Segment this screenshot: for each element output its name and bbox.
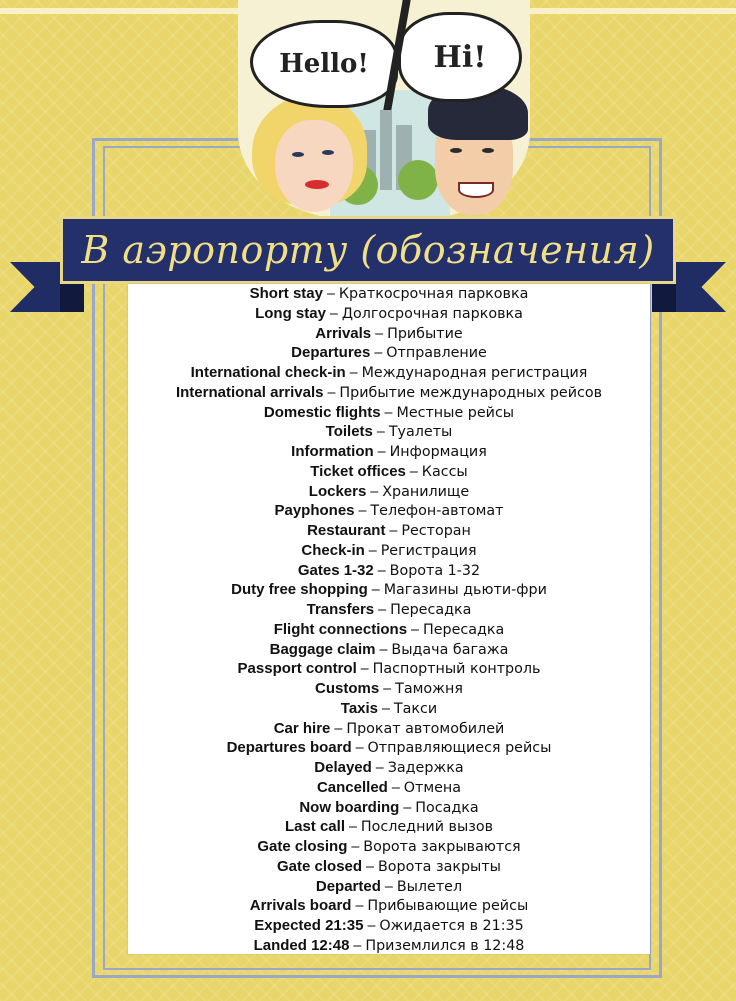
term-english: Long stay xyxy=(255,304,326,322)
page-title: В аэропорту (обозначения) xyxy=(81,228,655,272)
term-russian: Краткосрочная парковка xyxy=(338,286,529,302)
term-english: Customs xyxy=(315,680,380,697)
man-mouth xyxy=(458,182,494,198)
term-separator: – xyxy=(366,483,383,500)
term-russian: Посадка xyxy=(415,799,479,816)
term-english: Departures board xyxy=(226,739,352,757)
term-english: Delayed xyxy=(314,759,372,776)
vocabulary-row xyxy=(128,324,650,344)
vocabulary-row xyxy=(128,482,650,502)
term-english: Information xyxy=(291,443,374,460)
vocabulary-row xyxy=(128,541,650,561)
term-russian: Ресторан xyxy=(401,523,471,539)
vocabulary-row xyxy=(128,403,650,423)
term-russian: Паспортный контроль xyxy=(372,661,541,678)
term-russian: Ворота закрыты xyxy=(377,858,501,875)
ribbon-fold-left xyxy=(60,284,84,312)
term-english: Last call xyxy=(284,818,345,836)
vocabulary-row xyxy=(128,383,650,403)
term-russian: Местные рейсы xyxy=(396,404,515,421)
speech-bubble-hi xyxy=(398,12,522,102)
vocabulary-row xyxy=(128,778,650,798)
term-separator: – xyxy=(373,444,390,460)
woman-eye xyxy=(292,152,304,157)
term-english: Arrivals board xyxy=(249,897,352,915)
term-english: International check-in xyxy=(190,364,346,381)
term-russian: Хранилище xyxy=(382,483,470,500)
vocabulary-row xyxy=(128,877,650,897)
vocabulary-row xyxy=(128,719,650,739)
vocabulary-row xyxy=(128,422,650,442)
term-separator: – xyxy=(351,898,368,915)
term-english: Gates 1-32 xyxy=(297,561,374,579)
vocabulary-row xyxy=(128,304,650,324)
term-separator: – xyxy=(367,582,384,599)
term-russian: Пересадка xyxy=(390,602,472,618)
vocabulary-row xyxy=(128,817,650,837)
term-english: Cancelled xyxy=(316,778,388,796)
term-separator: – xyxy=(364,542,381,559)
term-english: Transfers xyxy=(306,601,375,618)
term-russian: Прокат автомобилей xyxy=(346,720,505,737)
vocabulary-row xyxy=(128,659,650,679)
term-english: Arrivals xyxy=(315,324,372,342)
term-separator: – xyxy=(407,621,423,638)
vocabulary-row xyxy=(128,501,650,521)
term-separator: – xyxy=(405,463,422,480)
term-separator: – xyxy=(378,700,394,717)
tree xyxy=(398,160,438,200)
term-english: Restaurant xyxy=(307,522,386,539)
term-russian: Отправление xyxy=(386,345,487,362)
term-russian: Прибывающие рейсы xyxy=(367,898,529,915)
term-russian: Долгосрочная парковка xyxy=(341,305,523,322)
term-separator: – xyxy=(325,305,342,322)
term-russian: Ожидается в 21:35 xyxy=(379,918,524,934)
term-separator: – xyxy=(399,799,416,816)
term-russian: Последний вызов xyxy=(360,819,494,836)
ribbon-fold-right xyxy=(652,284,676,312)
term-separator: – xyxy=(362,858,378,875)
term-separator: – xyxy=(372,424,389,441)
term-separator: – xyxy=(375,641,392,658)
vocabulary-row xyxy=(128,561,650,581)
term-english: Gate closing xyxy=(257,838,348,855)
term-english: Baggage claim xyxy=(269,640,376,658)
term-english: Payphones xyxy=(274,502,355,520)
vocabulary-row xyxy=(128,600,650,620)
term-english: Car hire xyxy=(273,719,331,737)
term-english: Check-in xyxy=(301,541,365,559)
term-separator: – xyxy=(323,384,340,401)
building xyxy=(380,110,392,190)
term-russian: Приземлился в 12:48 xyxy=(365,937,525,954)
term-russian: Отправляющиеся рейсы xyxy=(367,740,552,757)
term-english: Departures xyxy=(291,344,371,362)
term-russian: Прибытие xyxy=(387,325,463,342)
term-english: Expected 21:35 xyxy=(254,917,364,934)
term-english: Lockers xyxy=(308,482,367,500)
term-separator: – xyxy=(385,523,402,539)
term-english: Duty free shopping xyxy=(231,581,368,599)
vocabulary-row xyxy=(128,462,650,482)
vocabulary-row xyxy=(128,620,650,640)
vocabulary-row xyxy=(128,798,650,818)
term-separator: – xyxy=(379,681,396,697)
vocabulary-row xyxy=(128,896,650,916)
term-separator: – xyxy=(370,345,387,362)
speech-text-hello: Hello! xyxy=(279,49,369,79)
vocabulary-row xyxy=(128,580,650,600)
term-russian: Ворота закрываются xyxy=(363,839,521,855)
woman-eye xyxy=(322,150,334,155)
vocabulary-row xyxy=(128,738,650,758)
term-english: Departed xyxy=(315,877,381,895)
title-banner xyxy=(60,216,676,284)
term-english: Taxis xyxy=(340,699,379,717)
woman-face xyxy=(275,120,353,212)
term-english: Flight connections xyxy=(273,620,408,638)
term-russian: Регистрация xyxy=(380,542,477,559)
term-russian: Такси xyxy=(393,700,438,717)
term-separator: – xyxy=(351,740,368,757)
vocabulary-row xyxy=(128,936,650,956)
term-russian: Прибытие международных рейсов xyxy=(339,384,603,401)
term-russian: Таможня xyxy=(395,681,463,697)
vocabulary-row xyxy=(128,857,650,877)
term-separator: – xyxy=(373,562,390,579)
vocabulary-row xyxy=(128,442,650,462)
term-english: Domestic flights xyxy=(263,403,381,421)
term-russian: Туалеты xyxy=(388,424,453,441)
term-separator: – xyxy=(387,779,404,796)
term-russian: Телефон-автомат xyxy=(370,503,504,520)
term-separator: – xyxy=(354,503,371,520)
term-russian: Кассы xyxy=(421,463,468,480)
term-russian: Ворота 1-32 xyxy=(389,562,481,579)
term-russian: Вылетел xyxy=(396,878,463,895)
term-russian: Отмена xyxy=(403,779,462,796)
term-separator: – xyxy=(374,602,391,618)
man-eye xyxy=(482,148,494,153)
vocabulary-list xyxy=(128,284,650,956)
term-english: Landed 12:48 xyxy=(253,936,350,954)
term-separator: – xyxy=(347,839,364,855)
term-separator: – xyxy=(344,819,361,836)
term-english: International arrivals xyxy=(175,383,324,401)
man-eye xyxy=(450,148,462,153)
term-english: Ticket offices xyxy=(310,462,406,480)
vocabulary-row xyxy=(128,916,650,936)
term-separator: – xyxy=(345,365,362,381)
term-separator: – xyxy=(322,286,339,302)
term-english: Passport control xyxy=(237,660,357,678)
term-english: Now boarding xyxy=(299,798,400,816)
term-english: Short stay xyxy=(249,285,323,302)
term-russian: Информация xyxy=(389,444,487,460)
term-separator: – xyxy=(349,937,366,954)
vocabulary-row xyxy=(128,363,650,383)
vocabulary-row xyxy=(128,758,650,778)
term-separator: – xyxy=(380,878,397,895)
woman-lips xyxy=(305,180,329,189)
term-separator: – xyxy=(371,325,388,342)
term-russian: Задержка xyxy=(387,760,464,776)
term-separator: – xyxy=(356,661,373,678)
term-separator: – xyxy=(371,760,388,776)
term-russian: Магазины дьюти-фри xyxy=(383,582,547,599)
vocabulary-row xyxy=(128,679,650,699)
term-separator: – xyxy=(330,720,347,737)
vocabulary-row xyxy=(128,640,650,660)
vocabulary-row xyxy=(128,343,650,363)
term-russian: Международная регистрация xyxy=(361,365,588,381)
term-separator: – xyxy=(363,918,380,934)
vocabulary-row xyxy=(128,837,650,857)
term-separator: – xyxy=(380,404,397,421)
term-english: Toilets xyxy=(325,423,373,441)
term-russian: Пересадка xyxy=(422,621,505,638)
speech-text-hi: Hi! xyxy=(433,39,487,75)
vocabulary-row xyxy=(128,521,650,541)
term-russian: Выдача багажа xyxy=(391,641,509,658)
vocabulary-row xyxy=(128,699,650,719)
term-english: Gate closed xyxy=(277,857,363,875)
vocabulary-row xyxy=(128,284,650,304)
